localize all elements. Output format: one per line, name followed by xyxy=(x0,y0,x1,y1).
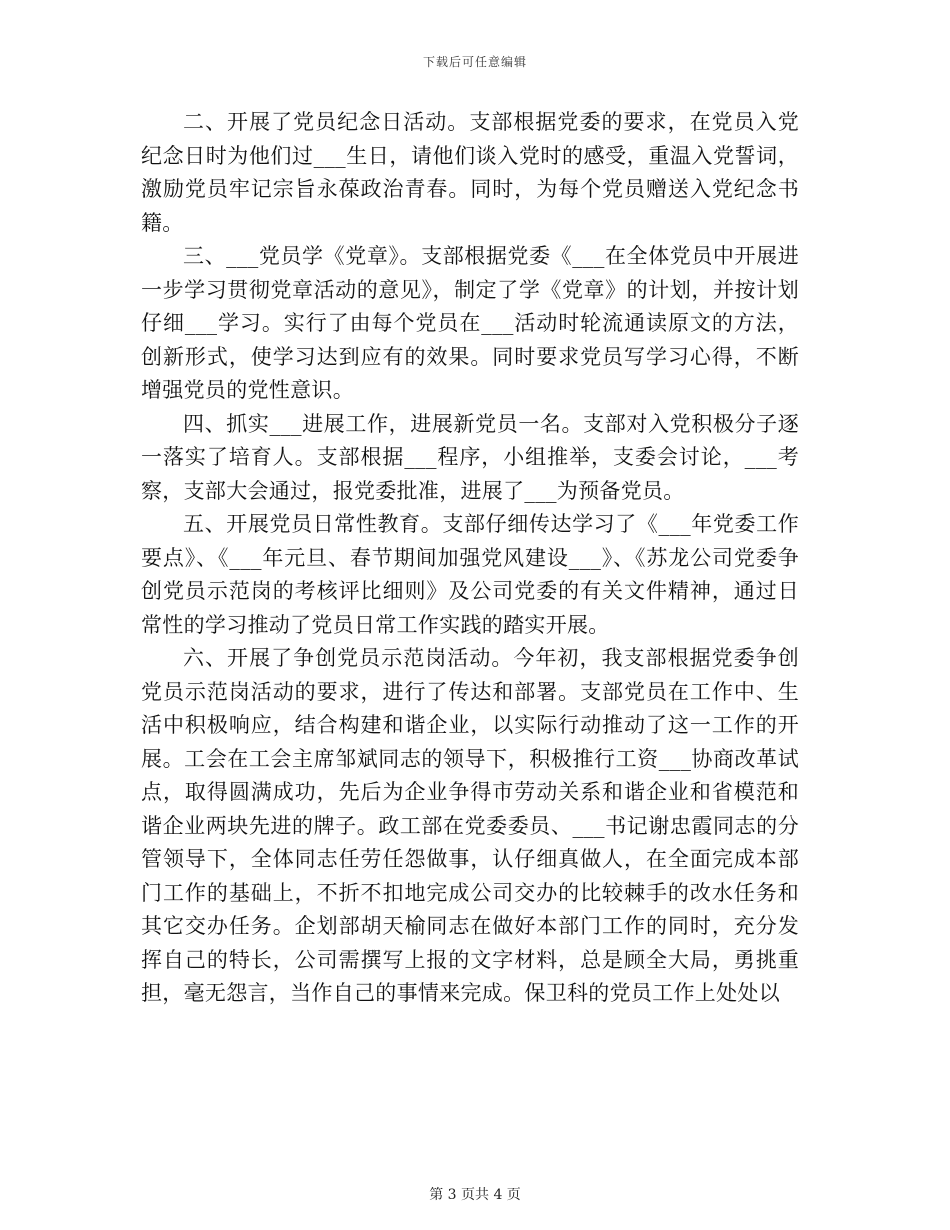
paragraph-2: 二、开展了党员纪念日活动。支部根据党委的要求，在党员入党纪念日时为他们过___生日，请他们谈入党时的感受，重温入党誓词，激励党员牢记宗旨永葆政治青春。同时，为每个党员赠送入党纪念书籍。 xyxy=(141,110,799,235)
paragraph-5: 五、开展党员日常性教育。支部仔细传达学习了《___年党委工作要点》、《___年元旦、春节期间加强党风建设___》、《苏龙公司党委争创党员示范岗的考核评比细则》及公司党委的有关文件精神，通过日常性的学习推动了党员日常工作实践的踏实开展。 xyxy=(141,512,799,637)
paragraph-4: 四、抓实___进展工作，进展新党员一名。支部对入党积极分子逐一落实了培育人。支部根据___程序，小组推举，支委会讨论，___考察，支部大会通过，报党委批准，进展了___为预备党员。 xyxy=(141,411,799,503)
document-body xyxy=(141,106,799,1011)
page-number-footer: 第 3 页共 4 页 xyxy=(429,1187,521,1203)
paragraph-3: 三、___党员学《党章》。支部根据党委《___在全体党员中开展进一步学习贯彻党章活动的意见》，制定了学《党章》的计划，并按计划仔细___学习。实行了由每个党员在___活动时轮流通读原文的方法，创新形式，使学习达到应有的效果。同时要求党员写学习心得，不断增强党员的党性意识。 xyxy=(141,244,799,402)
paragraph-6: 六、开展了争创党员示范岗活动。今年初，我支部根据党委争创党员示范岗活动的要求，进行了传达和部署。支部党员在工作中、生活中积极响应，结合构建和谐企业，以实际行动推动了这一工作的开展。工会在工会主席邹斌同志的领导下，积极推行工资___协商改革试点，取得圆满成功，先后为企业争得市劳动关系和谐企业和省模范和谐企业两块先进的牌子。政工部在党委委员、___书记谢忠霞同志的分管领导下，全体同志任劳任怨做事，认仔细真做人，在全面完成本部门工作的基础上，不折不扣地完成公司交办的比较棘手的改水任务和其它交办任务。企划部胡天榆同志在做好本部门工作的同时，充分发挥自己的特长，公司需撰写上报的文字材料，总是顾全大局，勇挑重担，毫无怨言，当作自己的事情来完成。保卫科的党员工作上处处以 xyxy=(141,646,799,1005)
page-header: 下载后可任意编辑 xyxy=(422,55,527,69)
